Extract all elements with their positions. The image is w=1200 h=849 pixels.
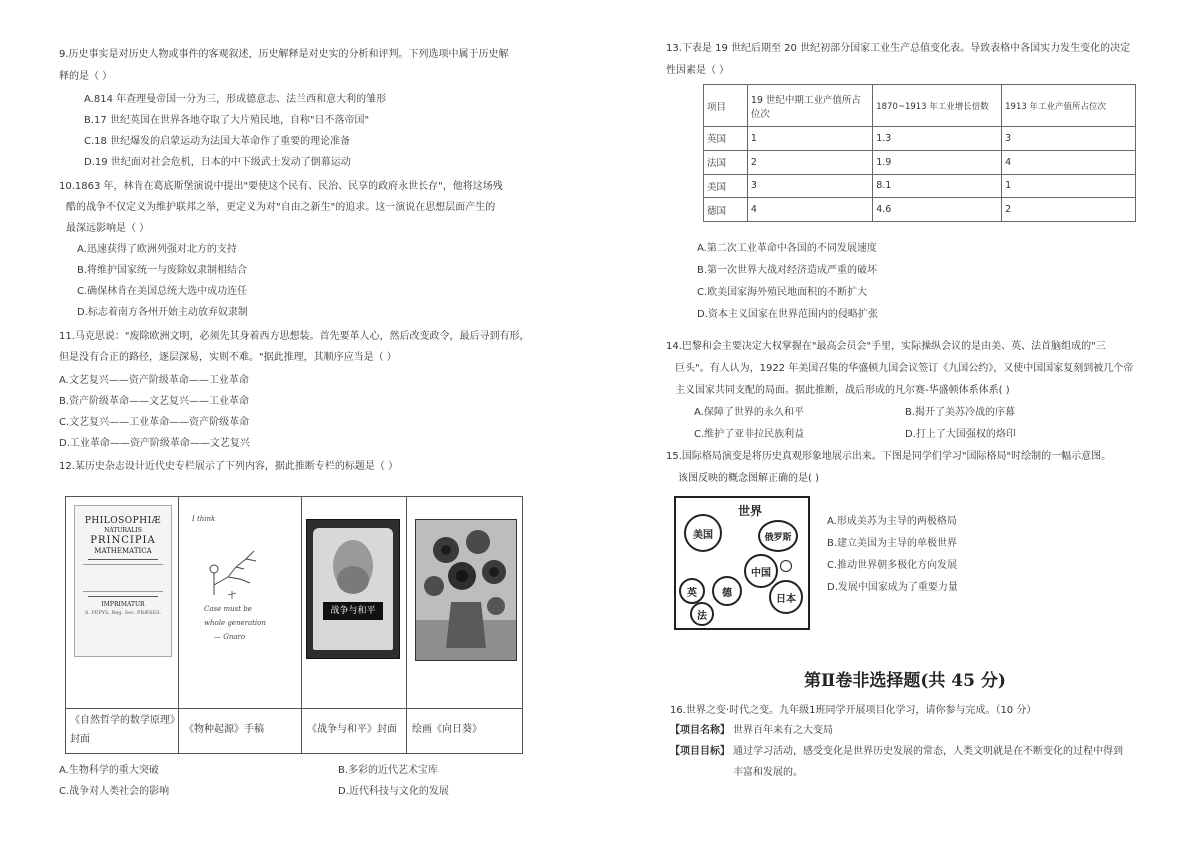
q12-stem: 12.某历史杂志设计近代史专栏展示了下列内容，据此推断专栏的标题是（ ） [59,461,399,472]
q12-option-a[interactable]: A.生物科学的重大突破 [59,765,159,776]
diagram-label-china: 中国 [751,567,771,579]
table-header-cell: 19 世纪中期工业产值所占位次 [747,85,872,127]
table-cell: 3 [1002,127,1136,151]
table-cell: 4.6 [873,198,1002,222]
q13-industry-table [703,84,1136,222]
q16-name-tag: 【项目名称】 [670,725,730,736]
sketch-handwriting: Case must be [204,605,252,613]
sunflowers-icon [416,520,516,660]
table-cell: 1 [1002,174,1136,198]
q16-goal-line2: 丰富和发展的。 [733,767,803,778]
principia-cover-image [74,505,172,657]
q15-option-b[interactable]: B.建立美国为主导的单极世界 [827,538,958,549]
q15-stem-line1: 15.国际格局演变是将历史真观形象地展示出来。下图是同学们学习"国际格局"时绘制的一幅示意图。 [666,451,1112,462]
q12-option-c[interactable]: C.战争对人类社会的影响 [59,786,170,797]
principia-line: PRINCIPIA [90,535,156,546]
q13-stem-line1: 13.下表是 19 世纪后期至 20 世纪初部分国家工业生产总值变化表。导致表格中各国实力发生变化的决定 [666,43,1131,54]
table-cell: 英国 [704,127,748,151]
table-cell: 3 [747,174,872,198]
q9-stem-line1: 9.历史事实是对历史人物或事件的客观叙述，历史解释是对史实的分析和评判。下列选项中属于历史解 [59,49,509,60]
q15-option-d[interactable]: D.发展中国家成为了重要力量 [827,582,958,593]
q15-option-c[interactable]: C.推动世界朝多极化方向发展 [827,560,958,571]
q13-stem-line2: 性因素是（ ） [666,65,730,76]
q11-stem-line1: 11.马克思说："废除欧洲文明，必须先其身着西方思想装。首先要革人心，然后改变政令，最后寻到有形， [59,331,530,342]
q12-image-table [65,496,523,754]
war-and-peace-cover-image [306,519,400,659]
table-row [704,174,1136,198]
q11-stem-line2: 但是没有合正的路径，逐层深易，实则不难。"据此推理，其顺序应当是（ ） [59,352,397,363]
diagram-label-world: 世界 [738,504,763,518]
q16-name-text: 世界百年来有之大变局 [733,725,833,736]
principia-line: PHILOSOPHIÆ [84,516,162,526]
q14-option-a[interactable]: A.保障了世界的永久和平 [694,407,804,418]
diagram-small-circle [780,560,792,572]
table-cell: 1 [747,127,872,151]
table-row [704,127,1136,151]
diagram-circle-uk [679,578,705,604]
q10-option-c[interactable]: C.确保林肯在美国总统大选中成功连任 [77,286,248,297]
world-pattern-diagram [674,496,810,630]
q14-option-b[interactable]: B.揭开了美苏冷战的序幕 [905,407,1016,418]
caption-sunflowers: 绘画《向日葵》 [412,724,482,735]
table-header-cell: 1870~1913 年工业增长倍数 [873,85,1002,127]
table-cell: 美国 [704,174,748,198]
divider [88,559,158,560]
diagram-label-france: 法 [697,610,707,622]
q16-goal-line1: 通过学习活动，感受变化是世界历史发展的常态，人类文明就是在不断变化的过程中得到 [733,746,1123,757]
sunflowers-painting-image [415,519,517,661]
q11-option-b[interactable]: B.资产阶级革命——文艺复兴——工业革命 [59,396,250,407]
table-cell: 4 [747,198,872,222]
q12-option-b[interactable]: B.多彩的近代艺术宝库 [338,765,439,776]
q9-stem-line2: 释的是（ ） [59,71,113,82]
q16-stem: 16.世界之变·时代之变。九年级1班同学开展项目化学习，请你参与完成。（10 分） [670,705,1037,716]
table-cell: 1.9 [873,150,1002,174]
table-cell: 8.1 [873,174,1002,198]
q9-option-a[interactable]: A.814 年查理曼帝国一分为三，形成德意志、法兰西和意大利的雏形 [84,94,387,105]
q10-stem-line3: 最深远影响是（ ） [66,223,150,234]
table-cell: 1.3 [873,127,1002,151]
table-cell: 德国 [704,198,748,222]
table-cell: 2 [747,150,872,174]
q13-option-a[interactable]: A.第二次工业革命中各国的不同发展速度 [697,243,877,254]
table-cell: 2 [1002,198,1136,222]
diagram-label-russia: 俄罗斯 [764,532,792,543]
principia-line: NATURALIS [104,527,142,534]
divider [88,596,158,597]
portrait-icon [313,528,393,598]
sketch-handwriting: whole generation [204,619,266,627]
table-cell: 4 [1002,150,1136,174]
diagram-circle-germany [712,576,742,606]
q10-stem-line1: 10.1863 年，林肯在葛底斯堡演说中提出"要使这个民有、民治、民享的政府永世长存"，他将这场残 [59,181,503,192]
q15-stem-line2: 该图反映的概念图解正确的是( ) [678,473,819,484]
caption-principia: 《自然哲学的数学原理》 [70,715,180,726]
diagram-circle-russia [758,520,798,552]
q13-option-d[interactable]: D.资本主义国家在世界范围内的侵略扩张 [697,309,878,320]
diagram-circle-china [744,554,778,588]
diagram-label-germany: 德 [722,587,732,599]
caption-principia-line2: 封面 [70,734,90,745]
divider [301,497,302,753]
q10-option-d[interactable]: D.标志着南方各州开始主动放弃奴隶制 [77,307,248,318]
caption-origin: 《物种起源》手稿 [184,724,264,735]
sketch-handwriting: I think [192,515,216,523]
principia-line: MATHEMATICA [94,547,152,555]
table-row [704,150,1136,174]
principia-line: S. PEPYS, Reg. Soc. PRÆSES. [84,610,162,616]
q11-option-c[interactable]: C.文艺复兴——工业革命——资产阶级革命 [59,417,250,428]
principia-line: IMPRIMATUR [101,601,145,608]
origin-of-species-sketch [184,507,292,657]
q12-option-d[interactable]: D.近代科技与文化的发展 [338,786,449,797]
diagram-label-usa: 美国 [693,529,713,541]
q10-option-b[interactable]: B.将维护国家统一与废除奴隶制相结合 [77,265,248,276]
q9-option-b[interactable]: B.17 世纪英国在世界各地夺取了大片殖民地，自称"日不落帝国" [84,115,370,126]
war-and-peace-title: 战争与和平 [323,602,383,620]
q11-option-a[interactable]: A.文艺复兴——资产阶级革命——工业革命 [59,375,249,386]
q14-option-d[interactable]: D.打上了大国强权的烙印 [905,429,1016,440]
diagram-label-uk: 英 [687,587,697,599]
q13-option-c[interactable]: C.欧美国家海外殖民地面积的不断扩大 [697,287,868,298]
q14-option-c[interactable]: C.维护了亚非拉民族利益 [694,429,805,440]
table-header-cell: 项目 [704,85,748,127]
table-cell: 法国 [704,150,748,174]
table-row [704,198,1136,222]
caption-war-and-peace: 《战争与和平》封面 [307,724,397,735]
sketch-handwriting: — Gnaro [214,633,246,641]
q14-stem-line3: 主义国家共同支配的局面。据此推断，战后形成的凡尔赛-华盛顿体系体系( ) [675,385,1010,396]
cover-portrait-frame [313,528,393,650]
principia-fine-print [83,564,163,592]
q9-option-c[interactable]: C.18 世纪爆发的启蒙运动为法国大革命作了重要的理论准备 [84,136,351,147]
table-header-row [704,85,1136,127]
table-header-cell: 1913 年工业产值所占位次 [1002,85,1136,127]
q14-stem-line2: 巨头"。有人认为，1922 年美国召集的华盛顿九国会议签订《九国公约》，又使中国国家复刻到被几个帝 [675,363,1134,374]
q10-option-a[interactable]: A.迅速获得了欧洲列强对北方的支持 [77,244,237,255]
section-title: 第Ⅱ卷非选择题(共 45 分) [804,671,1006,691]
q10-stem-line2: 酷的战争不仅定义为维护联邦之举，更定义为对"自由之新生"的追求。这一演说在思想层面产生的 [66,202,496,213]
q16-goal-tag: 【项目目标】 [670,746,730,757]
diagram-circle-usa [684,514,722,552]
divider [406,497,407,753]
q11-option-d[interactable]: D.工业革命——资产阶级革命——文艺复兴 [59,438,250,449]
q15-option-a[interactable]: A.形成美苏为主导的两极格局 [827,516,957,527]
q9-option-d[interactable]: D.19 世纪面对社会危机，日本的中下级武士发动了倒幕运动 [84,157,351,168]
q13-option-b[interactable]: B.第一次世界大战对经济造成严重的破坏 [697,265,878,276]
diagram-label-japan: 日本 [776,593,796,605]
q14-stem-line1: 14.巴黎和会主要决定大权掌握在"最高会员会"手里，实际操纵会议的是由美、英、法首脑组成的"三 [666,341,1106,352]
diagram-circle-japan [769,580,803,614]
diagram-circle-france [690,602,714,626]
